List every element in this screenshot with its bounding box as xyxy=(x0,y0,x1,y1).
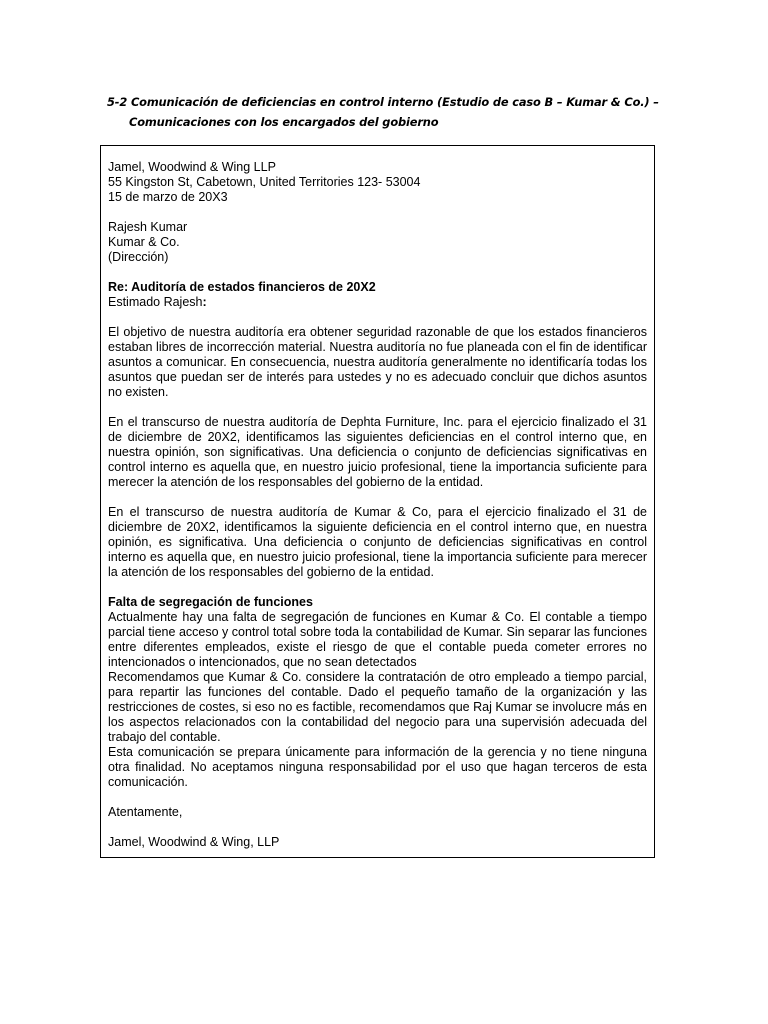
finding-title: Falta de segregación de funciones xyxy=(108,595,313,609)
subject-block xyxy=(108,280,647,310)
recipient-block xyxy=(108,220,647,265)
paragraph-kumar-deficiency: En el transcurso de nuestra auditoría de Kumar & Co, para el ejercicio finalizado el 31 de diciembre de 20X2, identificamos la siguiente deficiencia en el control interno que, en nuestra opinión, es significativa. Una deficiencia o conjunto de deficiencias significativas en control interno es aquella que, en nuestro juicio profesional, tiene la importancia suficiente para merecer la atención de los responsables del gobierno de la entidad. xyxy=(108,505,647,579)
document-heading xyxy=(107,92,667,132)
finding-disclaimer: Esta comunicación se prepara únicamente para información de la gerencia y no tiene ninguna otra finalidad. No aceptamos ninguna responsabilidad por el uso que hagan terceros de esta comunicación. xyxy=(108,745,647,789)
recipient-address: (Dirección) xyxy=(108,250,169,264)
sender-block xyxy=(108,160,647,205)
letter-signature: Jamel, Woodwind & Wing, LLP xyxy=(108,835,280,849)
salutation-colon: : xyxy=(202,295,207,309)
paragraph-dephta-deficiencies: En el transcurso de nuestra auditoría de Dephta Furniture, Inc. para el ejercicio finalizado el 31 de diciembre de 20X2, identificamos las siguientes deficiencias en el control interno que, en nuestra opinión, son significativas. Una deficiencia o conjunto de deficiencias significativas en control interno es aquella que, en nuestro juicio profesional, tiene la importancia suficiente para merecer la atención de los responsables del gobierno de la entidad. xyxy=(108,415,647,489)
letter-date: 15 de marzo de 20X3 xyxy=(108,190,228,204)
recipient-company: Kumar & Co. xyxy=(108,235,180,249)
paragraph-objective: El objetivo de nuestra auditoría era obtener seguridad razonable de que los estados financieros estaban libres de incorrección material. Nuestra auditoría no fue planeada con el fin de identificar asuntos a comunicar. En consecuencia, nuestra auditoría generalmente no identificaría todas los asuntos que puedan ser de interés para ustedes y no es adecuado concluir que dichos asuntos no existen. xyxy=(108,325,647,399)
finding-recommendation: Recomendamos que Kumar & Co. considere la contratación de otro empleado a tiempo parcial, para repartir las funciones del contable. Dado el pequeño tamaño de la organización y las restricciones de costes, si eso no es factible, recomendamos que Raj Kumar se involucre más en los aspectos relacionados con la contabilidad del negocio para una supervisión adecuada del trabajo del contable. xyxy=(108,670,647,744)
letter-closing: Atentamente, xyxy=(108,805,183,819)
letter-salutation xyxy=(108,295,647,310)
heading-line-1: 5-2 Comunicación de deficiencias en control interno (Estudio de caso B – Kumar & Co.) – xyxy=(107,95,659,109)
letter-box xyxy=(100,145,655,858)
heading-line-2: Comunicaciones con los encargados del gobierno xyxy=(129,115,439,129)
sender-address: 55 Kingston St, Cabetown, United Territories 123- 53004 xyxy=(108,175,421,189)
recipient-name: Rajesh Kumar xyxy=(108,220,188,234)
salutation-text: Estimado Rajesh xyxy=(108,295,203,309)
finding-description: Actualmente hay una falta de segregación de funciones en Kumar & Co. El contable a tiempo parcial tiene acceso y control total sobre toda la contabilidad de Kumar. Sin separar las funciones entre diferentes empleados, existe el riesgo de que el contable pueda cometer errores no intencionados o intencionados, que no sean detectados xyxy=(108,610,647,669)
sender-name: Jamel, Woodwind & Wing LLP xyxy=(108,160,276,174)
letter-subject: Re: Auditoría de estados financieros de 20X2 xyxy=(108,280,376,294)
